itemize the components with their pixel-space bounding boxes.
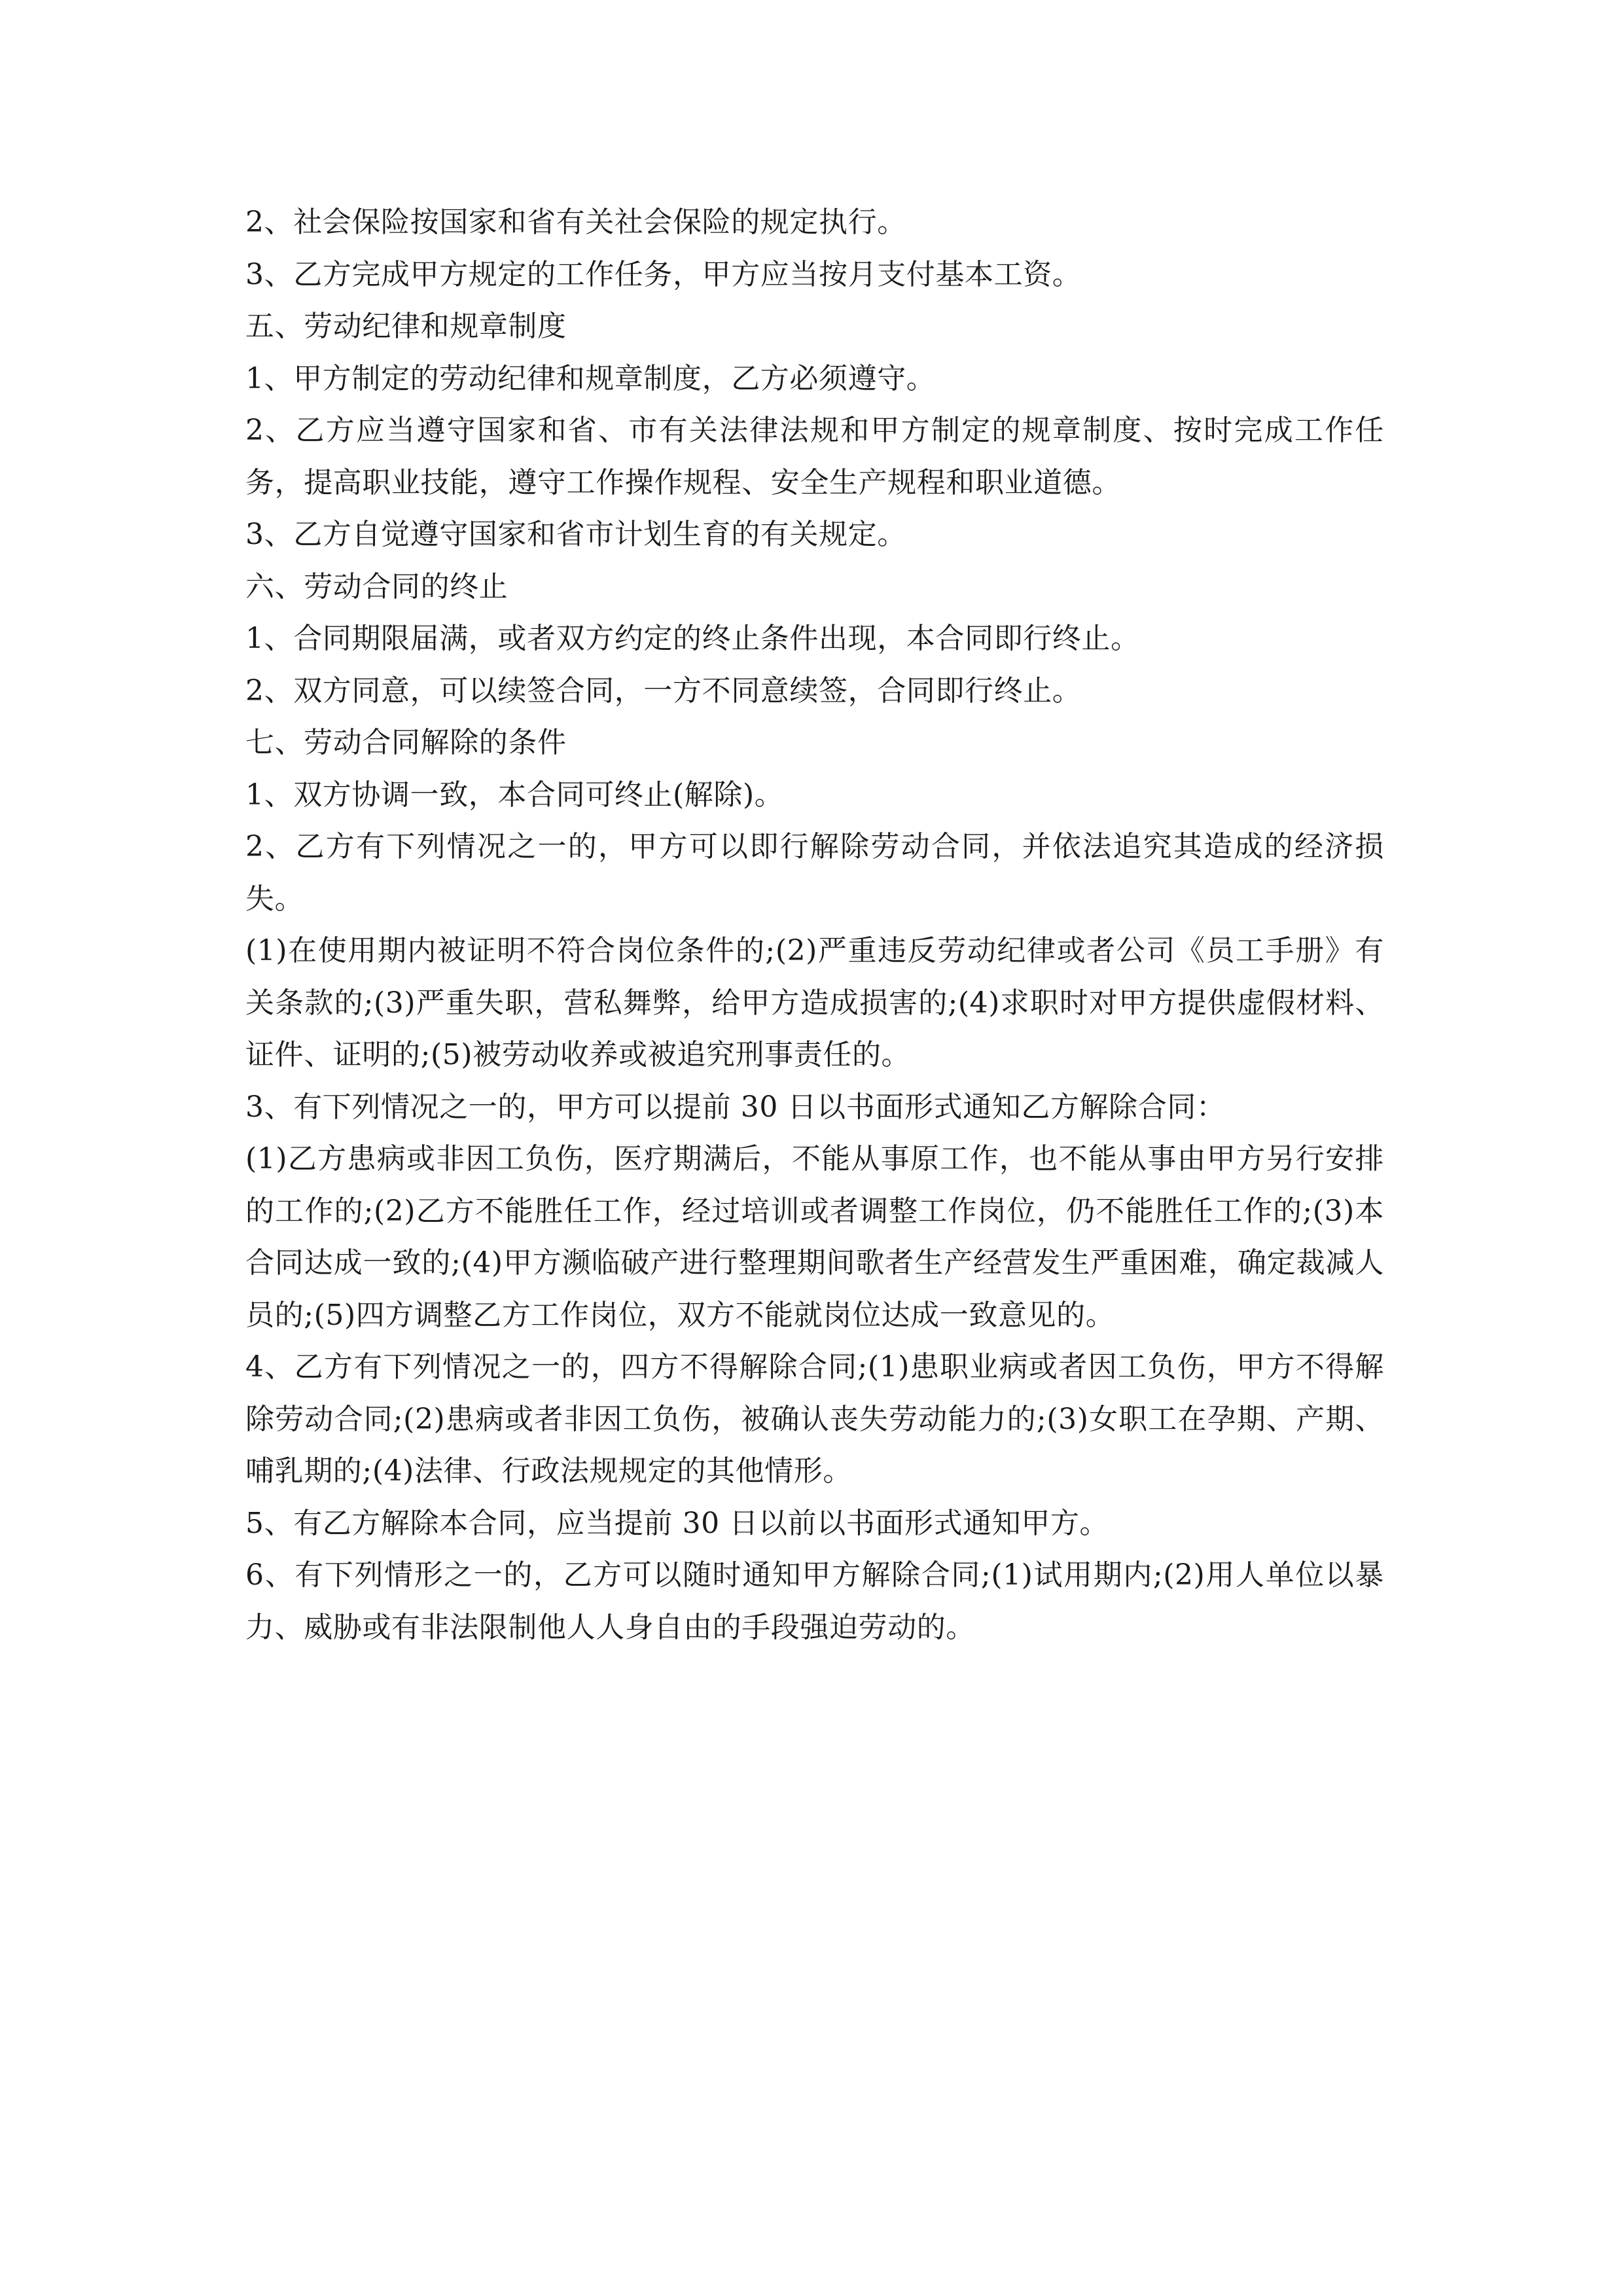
paragraph-rescission-1: 1、双方协调一致，本合同可终止(解除)。 (245, 778, 784, 812)
paragraph-rescission-2-items: (1)在使用期内被证明不符合岗位条件的;(2)严重违反劳动纪律或者公司《员工手册》有关条款的;(3)严重失职，营私舞弊，给甲方造成损害的;(4)求职时对甲方提供虚假材料、证件、证明的;(5)被劳动收养或被追究刑事责任的。 (245, 934, 1384, 1071)
paragraph-rescission-4: 4、乙方有下列情况之一的，四方不得解除合同;(1)患职业病或者因工负伤，甲方不得解除劳动合同;(2)患病或者非因工负伤，被确认丧失劳动能力的;(3)女职工在孕期、产期、哺乳期的;(4)法律、行政法规规定的其他情形。 (245, 1350, 1384, 1488)
paragraph-discipline-1: 1、甲方制定的劳动纪律和规章制度，乙方必须遵守。 (245, 361, 936, 395)
document-body (245, 196, 1384, 1653)
paragraph-rescission-5: 5、有乙方解除本合同，应当提前 30 日以前以书面形式通知甲方。 (245, 1506, 1109, 1540)
paragraph-basic-wage: 3、乙方完成甲方规定的工作任务，甲方应当按月支付基本工资。 (245, 257, 1082, 291)
paragraph-discipline-2: 2、乙方应当遵守国家和省、市有关法律法规和甲方制定的规章制度、按时完成工作任务，提高职业技能，遵守工作操作规程、安全生产规程和职业道德。 (245, 414, 1384, 499)
paragraph-termination-1: 1、合同期限届满，或者双方约定的终止条件出现，本合同即行终止。 (245, 622, 1140, 655)
section-heading-labor-discipline: 五、劳动纪律和规章制度 (245, 310, 567, 343)
paragraph-discipline-3: 3、乙方自觉遵守国家和省市计划生育的有关规定。 (245, 518, 906, 551)
section-heading-termination: 六、劳动合同的终止 (245, 569, 508, 603)
paragraph-termination-2: 2、双方同意，可以续签合同，一方不同意续签，合同即行终止。 (245, 673, 1082, 708)
paragraph-social-insurance: 2、社会保险按国家和省有关社会保险的规定执行。 (245, 206, 906, 239)
paragraph-rescission-3-items: (1)乙方患病或非因工负伤，医疗期满后，不能从事原工作，也不能从事由甲方另行安排的工作的;(2)乙方不能胜任工作，经过培训或者调整工作岗位，仍不能胜任工作的;(3)本合同达成一致的;(4)甲方濒临破产进行整理期间歌者生产经营发生严重困难，确定裁减人员的;(5)四方调整乙方工作岗位，双方不能就岗位达成一致意见的。 (245, 1142, 1384, 1332)
paragraph-rescission-3: 3、有下列情况之一的，甲方可以提前 30 日以书面形式通知乙方解除合同： (245, 1090, 1226, 1124)
paragraph-rescission-6: 6、有下列情形之一的，乙方可以随时通知甲方解除合同;(1)试用期内;(2)用人单位以暴力、威胁或有非法限制他人人身自由的手段强迫劳动的。 (245, 1558, 1384, 1644)
paragraph-rescission-2: 2、乙方有下列情况之一的，甲方可以即行解除劳动合同，并依法追究其造成的经济损失。 (245, 830, 1384, 916)
section-heading-rescission: 七、劳动合同解除的条件 (245, 726, 567, 759)
